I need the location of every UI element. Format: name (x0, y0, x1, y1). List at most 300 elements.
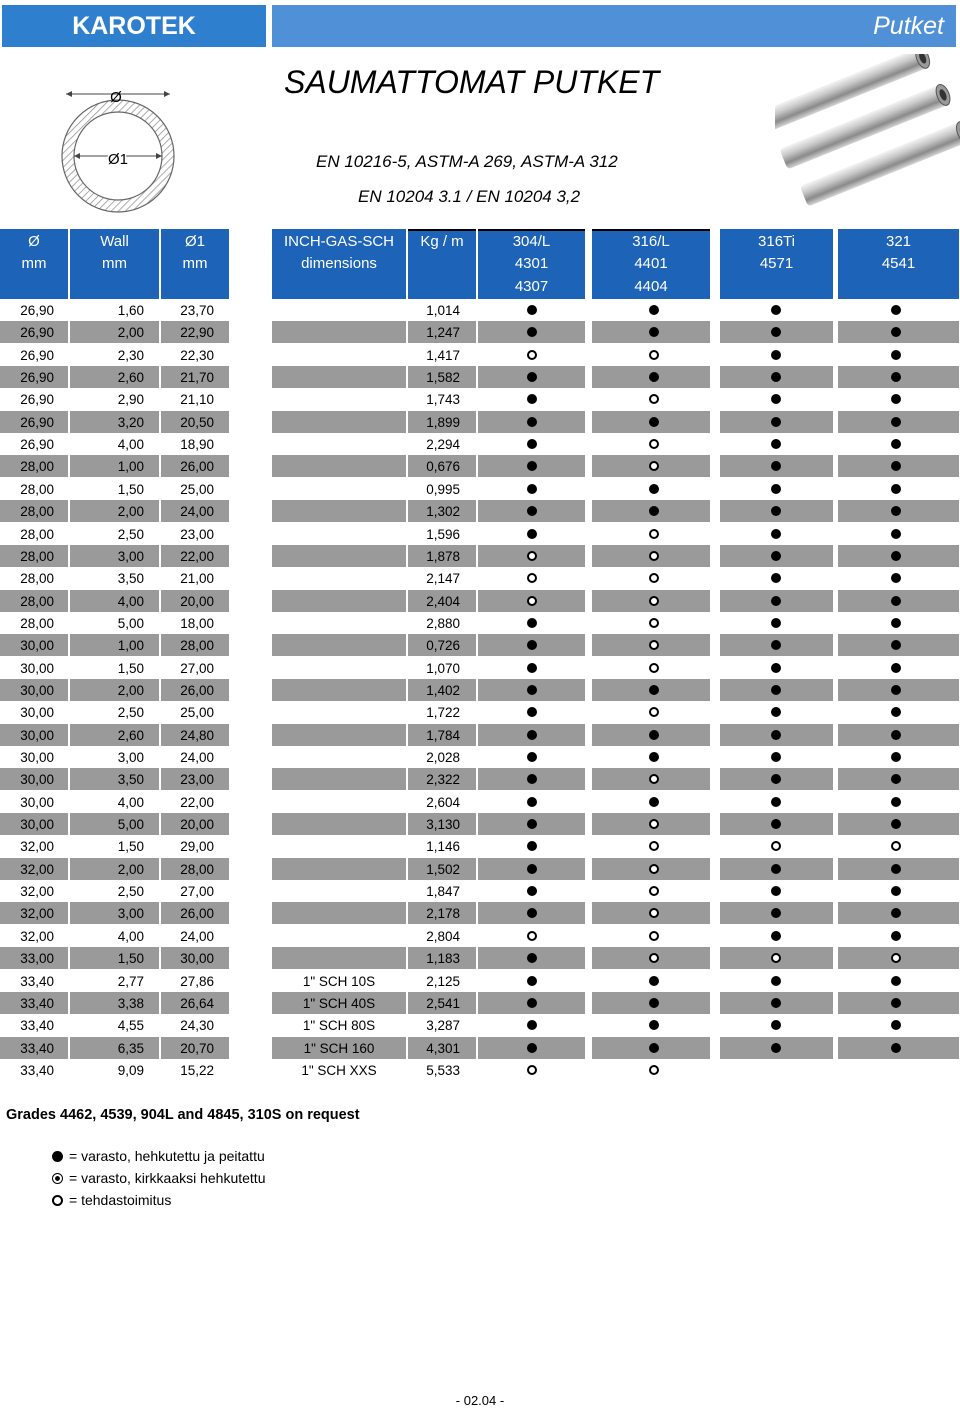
column-header-line: 321 (885, 233, 912, 250)
cell-weight: 0,726 (426, 638, 460, 654)
row-shade (272, 947, 406, 969)
cell-inner-diameter: 30,00 (180, 951, 214, 967)
cell-inner-diameter: 20,00 (180, 817, 214, 833)
cell-wall: 2,30 (117, 347, 144, 363)
column-header-line: 4301 (514, 255, 549, 272)
cell-inner-diameter: 21,10 (180, 392, 214, 408)
factory-ring-icon (527, 350, 537, 360)
cell-diameter: 26,90 (20, 392, 54, 408)
stock-dot-icon (649, 372, 659, 382)
stock-dot-icon (771, 730, 781, 740)
factory-ring-icon (771, 841, 781, 851)
table-row (0, 545, 960, 567)
cell-wall: 4,55 (117, 1018, 144, 1034)
cell-weight: 3,287 (426, 1018, 460, 1034)
stock-dot-icon (649, 998, 659, 1008)
table-row (0, 791, 960, 813)
column-header-line: 316/L (632, 233, 670, 250)
stock-dot-icon (771, 1020, 781, 1030)
cell-inner-diameter: 21,70 (180, 370, 214, 386)
cell-wall: 4,00 (117, 794, 144, 810)
cell-wall: 2,60 (117, 370, 144, 386)
cell-diameter: 33,40 (20, 1040, 54, 1056)
table-row (0, 947, 960, 969)
cell-diameter: 28,00 (20, 548, 54, 564)
cell-weight: 3,130 (426, 817, 460, 833)
table-row (0, 992, 960, 1014)
cell-weight: 2,322 (426, 772, 460, 788)
row-shade (272, 858, 406, 880)
stock-dot-icon (527, 685, 537, 695)
cell-weight: 2,147 (426, 571, 460, 587)
stock-dot-icon (771, 551, 781, 561)
stock-dot-icon (891, 931, 901, 941)
cell-diameter: 30,00 (20, 817, 54, 833)
table-row (0, 500, 960, 522)
cell-weight: 2,178 (426, 906, 460, 922)
page-number: - 02.04 - (455, 1393, 505, 1408)
stock-dot-icon (891, 752, 901, 762)
cell-inner-diameter: 24,00 (180, 928, 214, 944)
stock-dot-icon (649, 797, 659, 807)
stock-dot-icon (891, 417, 901, 427)
cell-inner-diameter: 20,70 (180, 1040, 214, 1056)
cell-diameter: 32,00 (20, 861, 54, 877)
cell-diameter: 30,00 (20, 660, 54, 676)
stock-dot-icon (527, 439, 537, 449)
table-row (0, 634, 960, 656)
column-header-line: Wall (100, 233, 129, 250)
row-shade (272, 768, 406, 790)
cell-diameter: 30,00 (20, 727, 54, 743)
cell-inner-diameter: 27,00 (180, 884, 214, 900)
stock-dot-icon (891, 1020, 901, 1030)
cell-inner-diameter: 26,00 (180, 906, 214, 922)
cell-weight: 0,676 (426, 459, 460, 475)
cell-weight: 2,294 (426, 437, 460, 453)
cell-weight: 1,899 (426, 414, 460, 430)
factory-ring-icon (527, 931, 537, 941)
stock-dot-icon (527, 305, 537, 315)
row-shade (272, 545, 406, 567)
cell-inner-diameter: 18,00 (180, 615, 214, 631)
cell-weight: 2,804 (426, 928, 460, 944)
stock-dot-icon (527, 976, 537, 986)
cell-inner-diameter: 28,00 (180, 861, 214, 877)
stock-dot-icon (771, 618, 781, 628)
stock-dot-icon (891, 305, 901, 315)
stock-dot-icon (649, 305, 659, 315)
cell-wall: 2,00 (117, 504, 144, 520)
column-header-grade-304l (478, 229, 585, 299)
cell-diameter: 26,90 (20, 414, 54, 430)
legend-text: = tehdastoimitus (69, 1192, 172, 1208)
table-row (0, 1037, 960, 1059)
stock-dot-icon (771, 439, 781, 449)
stock-dot-icon (771, 350, 781, 360)
column-header-weight (408, 229, 476, 299)
pipe-cross-section-diagram (58, 80, 183, 215)
table-row (0, 1059, 960, 1081)
cell-weight: 1,402 (426, 682, 460, 698)
cell-weight: 1,183 (426, 951, 460, 967)
table-row (0, 321, 960, 343)
table-row (0, 970, 960, 992)
cell-inner-diameter: 22,00 (180, 794, 214, 810)
stock-dot-icon (527, 998, 537, 1008)
table-row (0, 768, 960, 790)
cell-wall: 2,50 (117, 884, 144, 900)
stock-dot-icon (527, 1020, 537, 1030)
pipes-image (775, 54, 960, 214)
stock-dot-icon (771, 305, 781, 315)
factory-ring-icon (649, 529, 659, 539)
table-row (0, 388, 960, 410)
cell-weight: 1,247 (426, 325, 460, 341)
factory-ring-icon (527, 573, 537, 583)
stock-dot-icon (771, 484, 781, 494)
column-header-line: Ø1 (184, 233, 205, 250)
stock-dot-icon (891, 730, 901, 740)
stock-dot-icon (771, 998, 781, 1008)
cell-diameter: 33,40 (20, 1062, 54, 1078)
cell-weight: 1,582 (426, 370, 460, 386)
stock-dot-icon (891, 439, 901, 449)
column-header-line: mm (182, 255, 208, 272)
row-shade (272, 366, 406, 388)
column-header-line: 4307 (514, 278, 549, 295)
stock-dot-icon (891, 529, 901, 539)
factory-ring-icon (649, 707, 659, 717)
cell-weight: 1,070 (426, 660, 460, 676)
cell-diameter: 26,90 (20, 437, 54, 453)
stock-dot-icon (771, 886, 781, 896)
cell-inner-diameter: 28,00 (180, 638, 214, 654)
cell-inner-diameter: 26,00 (180, 459, 214, 475)
table-row (0, 880, 960, 902)
cell-inner-diameter: 27,00 (180, 660, 214, 676)
stock-dot-icon (891, 372, 901, 382)
factory-ring-icon (649, 864, 659, 874)
stock-dot-icon (527, 484, 537, 494)
cell-diameter: 33,00 (20, 951, 54, 967)
stock-dot-icon (891, 998, 901, 1008)
stock-dot-icon (891, 618, 901, 628)
row-shade (272, 411, 406, 433)
stock-dot-icon (527, 730, 537, 740)
cell-inch-gas-sch: 1" SCH XXS (301, 1062, 377, 1078)
ring-icon (52, 1195, 63, 1206)
page-title: SAUMATTOMAT PUTKET (284, 64, 660, 100)
cell-wall: 1,50 (117, 951, 144, 967)
stock-dot-icon (649, 1020, 659, 1030)
stock-dot-icon (527, 841, 537, 851)
cell-weight: 4,301 (426, 1040, 460, 1056)
cell-inner-diameter: 18,90 (180, 437, 214, 453)
stock-dot-icon (649, 976, 659, 986)
cell-weight: 2,125 (426, 973, 460, 989)
stock-dot-icon (527, 417, 537, 427)
table-row (0, 835, 960, 857)
column-header-line: Kg / m (420, 233, 464, 250)
table-row (0, 679, 960, 701)
cell-diameter: 26,90 (20, 370, 54, 386)
stock-dot-icon (649, 484, 659, 494)
column-header-line: dimensions (301, 255, 377, 272)
stock-dot-icon (771, 864, 781, 874)
stock-dot-icon (891, 886, 901, 896)
cell-inch-gas-sch: 1" SCH 10S (302, 973, 376, 989)
cell-weight: 1,596 (426, 526, 460, 542)
table-row (0, 1014, 960, 1036)
stock-dot-icon (527, 529, 537, 539)
cell-wall: 3,50 (117, 571, 144, 587)
cell-wall: 2,90 (117, 392, 144, 408)
cell-inner-diameter: 22,30 (180, 347, 214, 363)
cell-weight: 2,404 (426, 593, 460, 609)
factory-ring-icon (891, 841, 901, 851)
cell-weight: 2,880 (426, 615, 460, 631)
legend-text: = varasto, kirkkaaksi hehkutettu (69, 1170, 266, 1186)
stock-dot-icon (891, 1043, 901, 1053)
cell-inner-diameter: 24,80 (180, 727, 214, 743)
stock-dot-icon (891, 663, 901, 673)
cell-wall: 2,00 (117, 682, 144, 698)
table-row (0, 344, 960, 366)
cell-weight: 1,302 (426, 504, 460, 520)
table-row (0, 567, 960, 589)
stock-dot-icon (527, 707, 537, 717)
factory-ring-icon (649, 573, 659, 583)
stock-dot-icon (891, 573, 901, 583)
cell-inner-diameter: 15,22 (180, 1062, 214, 1078)
stock-dot-icon (527, 1043, 537, 1053)
column-header-grade-316l (592, 229, 710, 299)
stock-dot-icon (649, 730, 659, 740)
stock-dot-icon (527, 864, 537, 874)
cell-wall: 1,00 (117, 459, 144, 475)
stock-dot-icon (527, 819, 537, 829)
cell-diameter: 30,00 (20, 794, 54, 810)
table-row (0, 858, 960, 880)
cell-weight: 1,146 (426, 839, 460, 855)
stock-dot-icon (527, 394, 537, 404)
cell-inch-gas-sch: 1" SCH 80S (302, 1018, 376, 1034)
stock-dot-icon (771, 1043, 781, 1053)
cell-diameter: 28,00 (20, 571, 54, 587)
stock-dot-icon (771, 685, 781, 695)
cell-wall: 1,50 (117, 481, 144, 497)
column-header-line: 304/L (512, 233, 551, 250)
row-shade (272, 902, 406, 924)
cell-wall: 3,00 (117, 906, 144, 922)
stock-dot-icon (891, 864, 901, 874)
cell-weight: 5,533 (426, 1062, 460, 1078)
column-header-line: 4404 (634, 278, 668, 295)
cell-weight: 1,722 (426, 705, 460, 721)
cell-inner-diameter: 21,00 (180, 571, 214, 587)
cell-wall: 2,77 (117, 973, 144, 989)
section-header: Putket (272, 5, 956, 47)
standards-line-1: EN 10216-5, ASTM-A 269, ASTM-A 312 (316, 152, 618, 171)
column-header-line: INCH-GAS-SCH (283, 233, 394, 250)
cell-diameter: 26,90 (20, 325, 54, 341)
table-row (0, 523, 960, 545)
row-shade (272, 724, 406, 746)
cell-weight: 1,743 (426, 392, 460, 408)
cell-wall: 1,60 (117, 303, 144, 318)
cell-wall: 1,00 (117, 638, 144, 654)
cell-wall: 2,50 (117, 705, 144, 721)
table-row (0, 902, 960, 924)
cell-weight: 2,028 (426, 750, 460, 765)
cell-diameter: 30,00 (20, 682, 54, 698)
table-row (0, 701, 960, 723)
table-row (0, 590, 960, 612)
stock-dot-icon (771, 707, 781, 717)
cell-inner-diameter: 24,00 (180, 750, 214, 765)
factory-ring-icon (527, 551, 537, 561)
cell-inner-diameter: 22,00 (180, 548, 214, 564)
cell-diameter: 32,00 (20, 839, 54, 855)
stock-dot-icon (771, 417, 781, 427)
cell-wall: 2,00 (117, 325, 144, 341)
column-header-inch-gas-sch (272, 229, 406, 299)
brand-header: KAROTEK (2, 5, 266, 47)
cell-weight: 1,784 (426, 727, 460, 743)
cell-wall: 1,50 (117, 660, 144, 676)
factory-ring-icon (649, 931, 659, 941)
stock-dot-icon (771, 752, 781, 762)
stock-dot-icon (771, 573, 781, 583)
cell-wall: 3,20 (117, 414, 144, 430)
standards-line-2: EN 10204 3.1 / EN 10204 3,2 (358, 187, 581, 206)
row-shade (272, 813, 406, 835)
grades-note: Grades 4462, 4539, 904L and 4845, 310S on request (6, 1107, 360, 1123)
stock-dot-icon (891, 685, 901, 695)
cell-weight: 0,995 (426, 481, 460, 497)
table-row (0, 612, 960, 634)
cell-diameter: 30,00 (20, 705, 54, 721)
column-header-line: mm (21, 255, 47, 272)
stock-dot-icon (891, 551, 901, 561)
stock-dot-icon (771, 372, 781, 382)
cell-diameter: 33,40 (20, 973, 54, 989)
cell-diameter: 28,00 (20, 615, 54, 631)
factory-ring-icon (649, 618, 659, 628)
cell-wall: 2,00 (117, 861, 144, 877)
factory-ring-icon (649, 886, 659, 896)
stock-dot-icon (771, 394, 781, 404)
stock-dot-icon (891, 797, 901, 807)
cell-inner-diameter: 27,86 (180, 973, 214, 989)
stock-dot-icon (771, 596, 781, 606)
factory-ring-icon (649, 819, 659, 829)
cell-diameter: 30,00 (20, 772, 54, 788)
stock-dot-icon (527, 752, 537, 762)
table-row (0, 813, 960, 835)
cell-weight: 1,502 (426, 861, 460, 877)
cell-wall: 4,00 (117, 593, 144, 609)
stock-dot-icon (771, 976, 781, 986)
cell-inner-diameter: 23,00 (180, 772, 214, 788)
cell-wall: 5,00 (117, 817, 144, 833)
stock-dot-icon (649, 752, 659, 762)
factory-ring-icon (649, 350, 659, 360)
cell-diameter: 32,00 (20, 928, 54, 944)
factory-ring-icon (649, 551, 659, 561)
cell-weight: 1,014 (426, 303, 460, 318)
cell-inner-diameter: 23,00 (180, 526, 214, 542)
stock-dot-icon (891, 484, 901, 494)
stock-dot-icon (527, 618, 537, 628)
cell-weight: 2,604 (426, 794, 460, 810)
cell-weight: 1,878 (426, 548, 460, 564)
row-shade (272, 590, 406, 612)
cell-inner-diameter: 25,00 (180, 705, 214, 721)
cell-wall: 3,00 (117, 750, 144, 765)
row-shade (272, 634, 406, 656)
row-shade (272, 455, 406, 477)
stock-dot-icon (771, 663, 781, 673)
stock-dot-icon (649, 417, 659, 427)
cell-inner-diameter: 24,30 (180, 1018, 214, 1034)
cell-diameter: 30,00 (20, 638, 54, 654)
stock-dot-icon (891, 707, 901, 717)
table-row (0, 724, 960, 746)
stock-dot-icon (527, 663, 537, 673)
table-row (0, 925, 960, 947)
factory-ring-icon (527, 596, 537, 606)
row-shade (272, 500, 406, 522)
cell-diameter: 32,00 (20, 884, 54, 900)
table-row (0, 455, 960, 477)
column-header-grade-321 (838, 229, 959, 299)
cell-wall: 6,35 (117, 1040, 144, 1056)
factory-ring-icon (527, 1065, 537, 1075)
stock-dot-icon (891, 350, 901, 360)
cell-wall: 1,50 (117, 839, 144, 855)
cell-inner-diameter: 24,00 (180, 504, 214, 520)
table-row (0, 299, 960, 321)
table-row (0, 411, 960, 433)
cell-inch-gas-sch: 1" SCH 160 (303, 1040, 375, 1056)
stock-dot-icon (649, 1043, 659, 1053)
table-row (0, 657, 960, 679)
cell-inner-diameter: 26,00 (180, 682, 214, 698)
stock-dot-icon (891, 976, 901, 986)
stock-dot-icon (891, 819, 901, 829)
stock-dot-icon (891, 394, 901, 404)
cell-inner-diameter: 23,70 (180, 303, 214, 318)
cell-inner-diameter: 26,64 (180, 995, 214, 1011)
cell-inner-diameter: 29,00 (180, 839, 214, 855)
cell-diameter: 33,40 (20, 1018, 54, 1034)
stock-dot-icon (771, 797, 781, 807)
cell-diameter: 32,00 (20, 906, 54, 922)
factory-ring-icon (649, 596, 659, 606)
stock-dot-icon (771, 529, 781, 539)
factory-ring-icon (649, 439, 659, 449)
cell-weight: 2,541 (426, 995, 460, 1011)
column-header-wall (70, 229, 159, 299)
cell-wall: 3,50 (117, 772, 144, 788)
stock-dot-icon (527, 886, 537, 896)
cell-wall: 3,38 (117, 995, 144, 1011)
cell-wall: 2,50 (117, 526, 144, 542)
factory-ring-icon (649, 394, 659, 404)
cell-diameter: 28,00 (20, 526, 54, 542)
